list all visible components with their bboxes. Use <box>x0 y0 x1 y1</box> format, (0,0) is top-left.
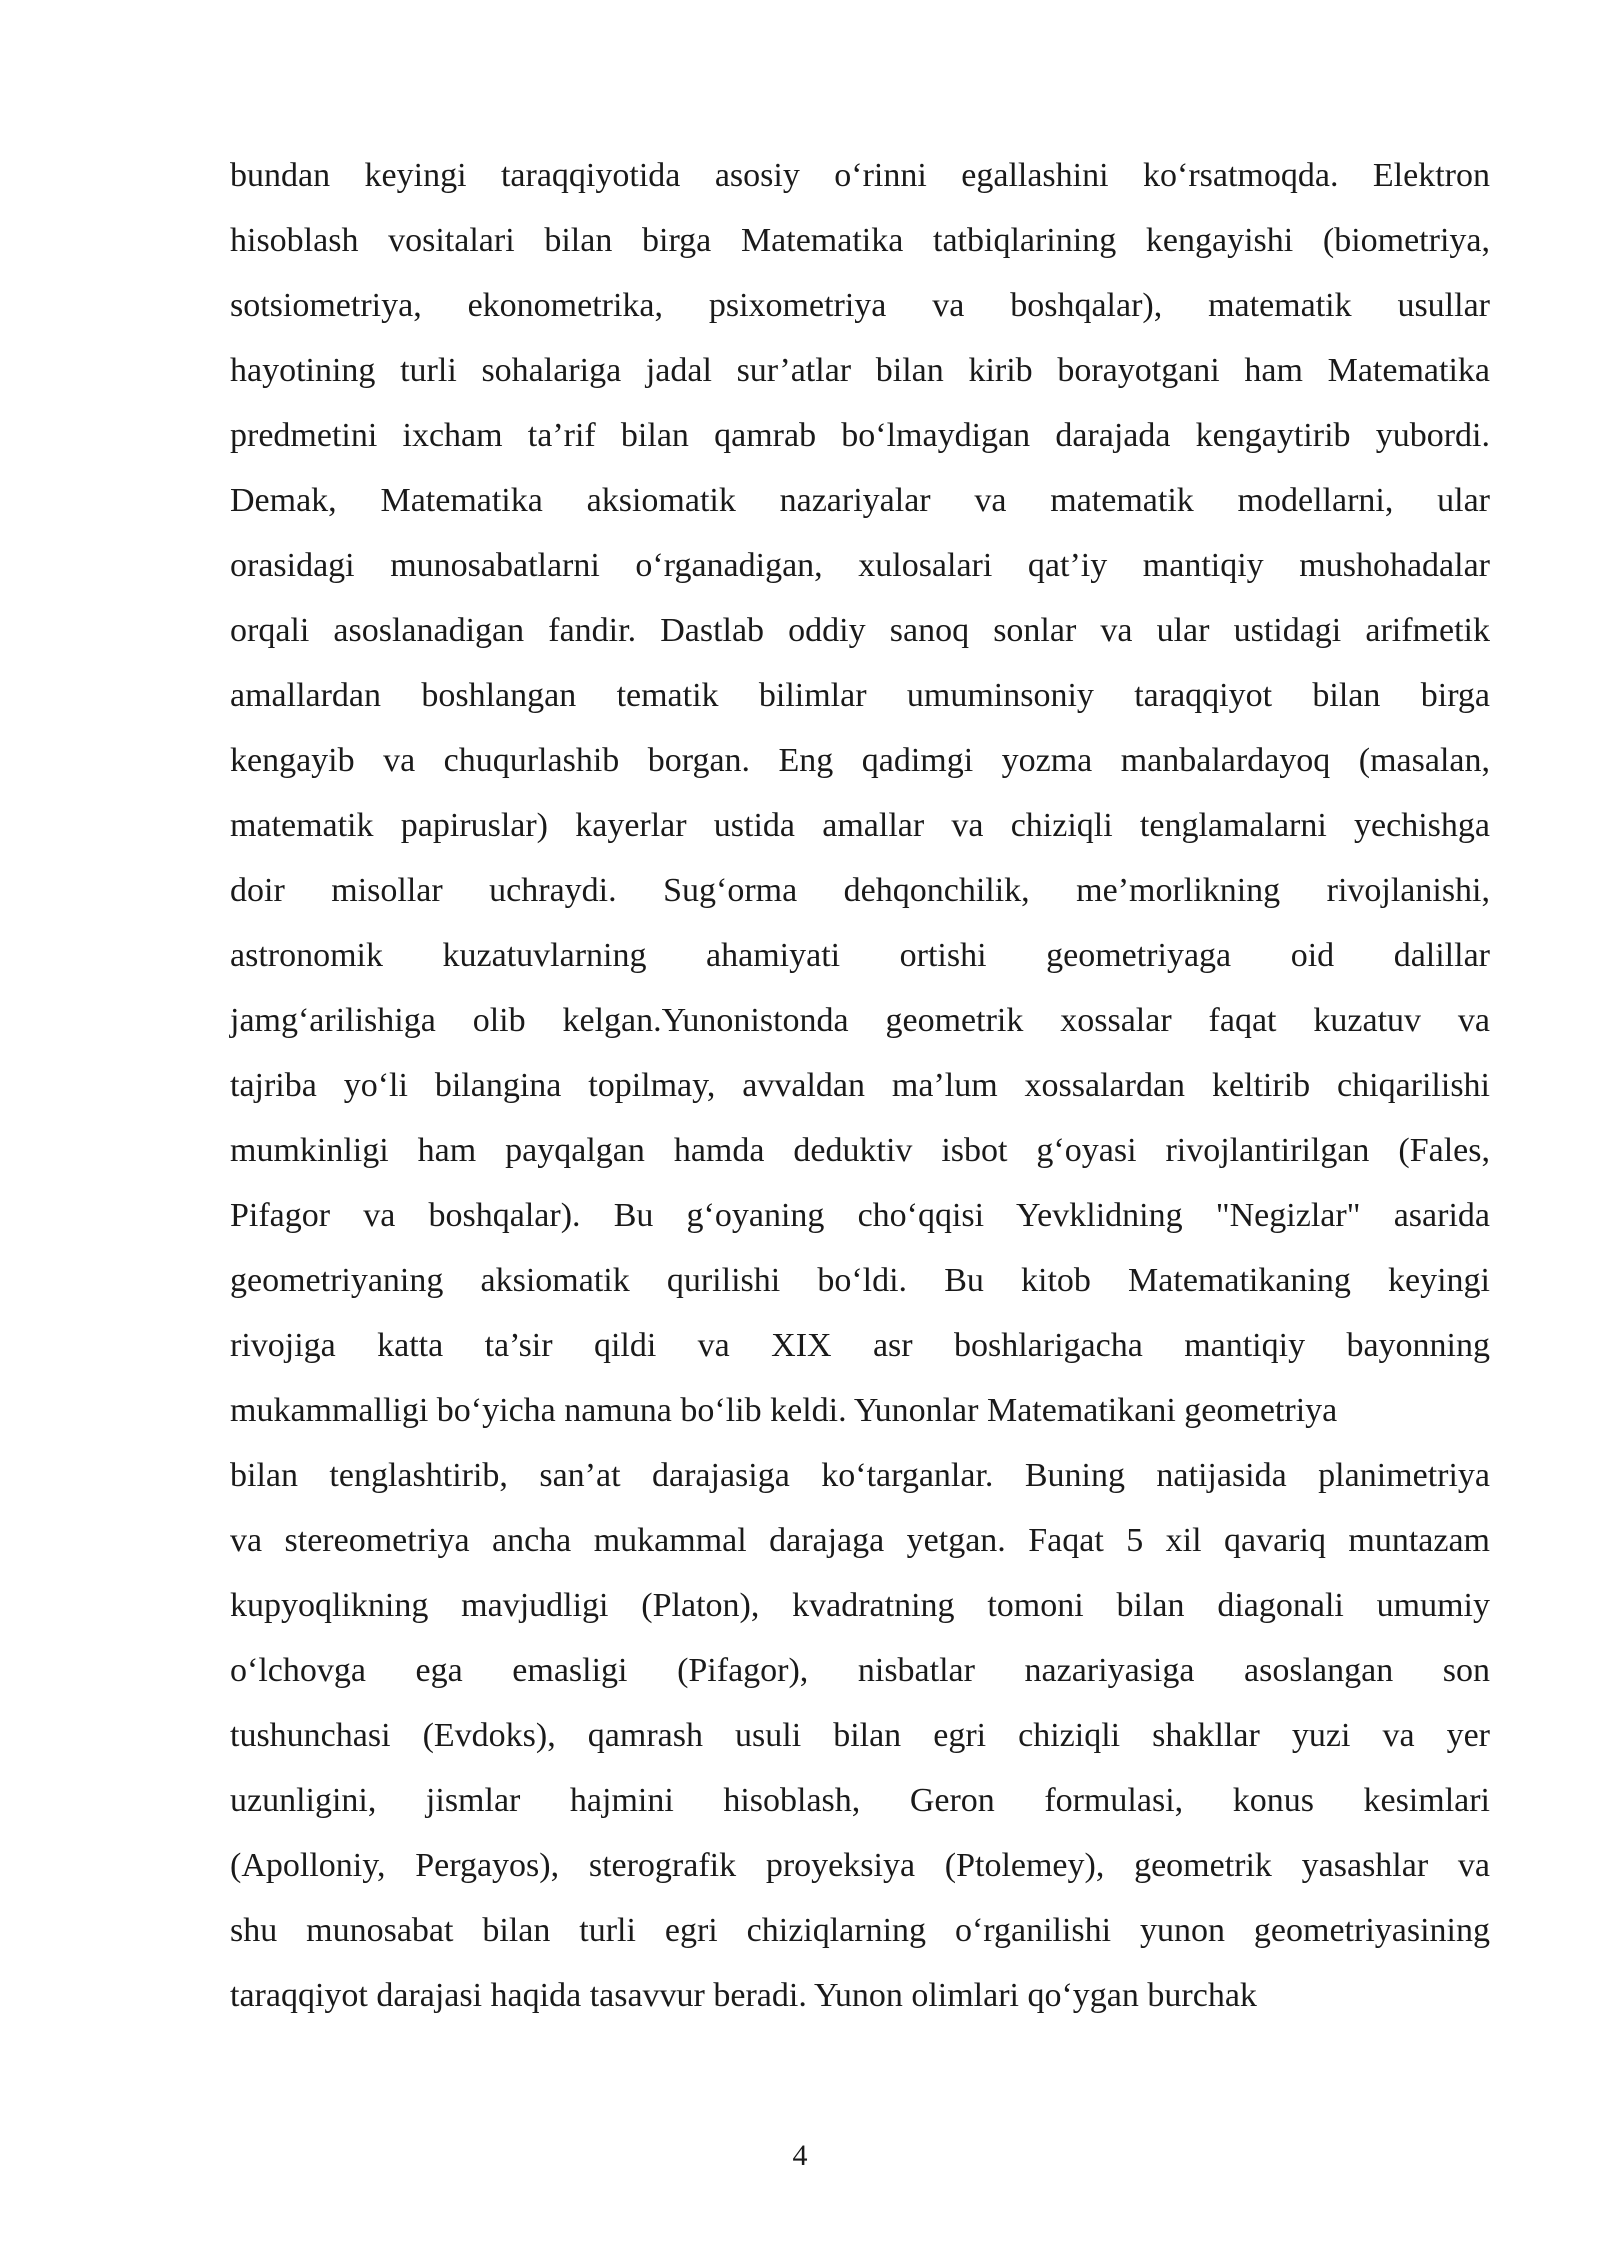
text-line: Pifagor va boshqalar). Bu g‘oyaning cho‘qqisi Yevklidning "Negizlar" asarida <box>230 1197 1490 1234</box>
text-line: geometriyaning aksiomatik qurilishi bo‘ldi. Bu kitob Matematikaning keyingi <box>230 1262 1490 1299</box>
text-line: orqali asoslanadigan fandir. Dastlab oddiy sanoq sonlar va ular ustidagi arifmetik <box>230 612 1490 649</box>
text-line: o‘lchovga ega emasligi (Pifagor), nisbatlar nazariyasiga asoslangan son <box>230 1652 1490 1689</box>
text-line: mumkinligi ham payqalgan hamda deduktiv isbot g‘oyasi rivojlantirilgan (Fales, <box>230 1132 1490 1169</box>
text-line: astronomik kuzatuvlarning ahamiyati ortishi geometriyaga oid dalillar <box>230 937 1490 974</box>
text-line: bundan keyingi taraqqiyotida asosiy o‘rinni egallashini ko‘rsatmoqda. Elektron <box>230 157 1490 194</box>
text-line: orasidagi munosabatlarni o‘rganadigan, xulosalari qat’iy mantiqiy mushohadalar <box>230 547 1490 584</box>
text-line: sotsiometriya, ekonometrika, psixometriya va boshqalar), matematik usullar <box>230 287 1490 324</box>
text-line: bilan tenglashtirib, san’at darajasiga ko‘targanlar. Buning natijasida planimetriya <box>230 1457 1490 1494</box>
text-line: (Apolloniy, Pergayos), sterografik proyeksiya (Ptolemey), geometrik yasashlar va <box>230 1847 1490 1884</box>
text-line: matematik papiruslar) kayerlar ustida amallar va chiziqli tenglamalarni yechishga <box>230 807 1490 844</box>
body-text <box>230 150 1490 2035</box>
text-line: doir misollar uchraydi. Sug‘orma dehqonchilik, me’morlikning rivojlanishi, <box>230 872 1490 909</box>
text-line: Demak, Matematika aksiomatik nazariyalar va matematik modellarni, ular <box>230 482 1490 519</box>
text-line: predmetini ixcham ta’rif bilan qamrab bo‘lmaydigan darajada kengaytirib yubordi. <box>230 417 1490 454</box>
text-line: kupyoqlikning mavjudligi (Platon), kvadratning tomoni bilan diagonali umumiy <box>230 1587 1490 1624</box>
text-line: va stereometriya ancha mukammal darajaga yetgan. Faqat 5 xil qavariq muntazam <box>230 1522 1490 1559</box>
text-line: shu munosabat bilan turli egri chiziqlarning o‘rganilishi yunon geometriyasining <box>230 1912 1490 1949</box>
text-line: taraqqiyot darajasi haqida tasavvur beradi. Yunon olimlari qo‘ygan burchak <box>230 1977 1257 2014</box>
text-line: amallardan boshlangan tematik bilimlar umuminsoniy taraqqiyot bilan birga <box>230 677 1490 714</box>
text-line: hisoblash vositalari bilan birga Matematika tatbiqlarining kengayishi (biometriya, <box>230 222 1490 259</box>
text-line: uzunligini, jismlar hajmini hisoblash, Geron formulasi, konus kesimlari <box>230 1782 1490 1819</box>
text-line: mukammalligi bo‘yicha namuna bo‘lib keldi. Yunonlar Matematikani geometriya <box>230 1392 1338 1429</box>
text-line: kengayib va chuqurlashib borgan. Eng qadimgi yozma manbalardayoq (masalan, <box>230 742 1490 779</box>
text-line: hayotining turli sohalariga jadal sur’atlar bilan kirib borayotgani ham Matematika <box>230 352 1490 389</box>
text-line: tajriba yo‘li bilangina topilmay, avvaldan ma’lum xossalardan keltirib chiqarilishi <box>230 1067 1490 1104</box>
text-line: rivojiga katta ta’sir qildi va XIX asr boshlarigacha mantiqiy bayonning <box>230 1327 1490 1364</box>
text-line: tushunchasi (Evdoks), qamrash usuli bilan egri chiziqli shakllar yuzi va yer <box>230 1717 1490 1754</box>
text-line: jamg‘arilishiga olib kelgan.Yunonistonda geometrik xossalar faqat kuzatuv va <box>230 1002 1490 1039</box>
page-number: 4 <box>792 2139 808 2172</box>
